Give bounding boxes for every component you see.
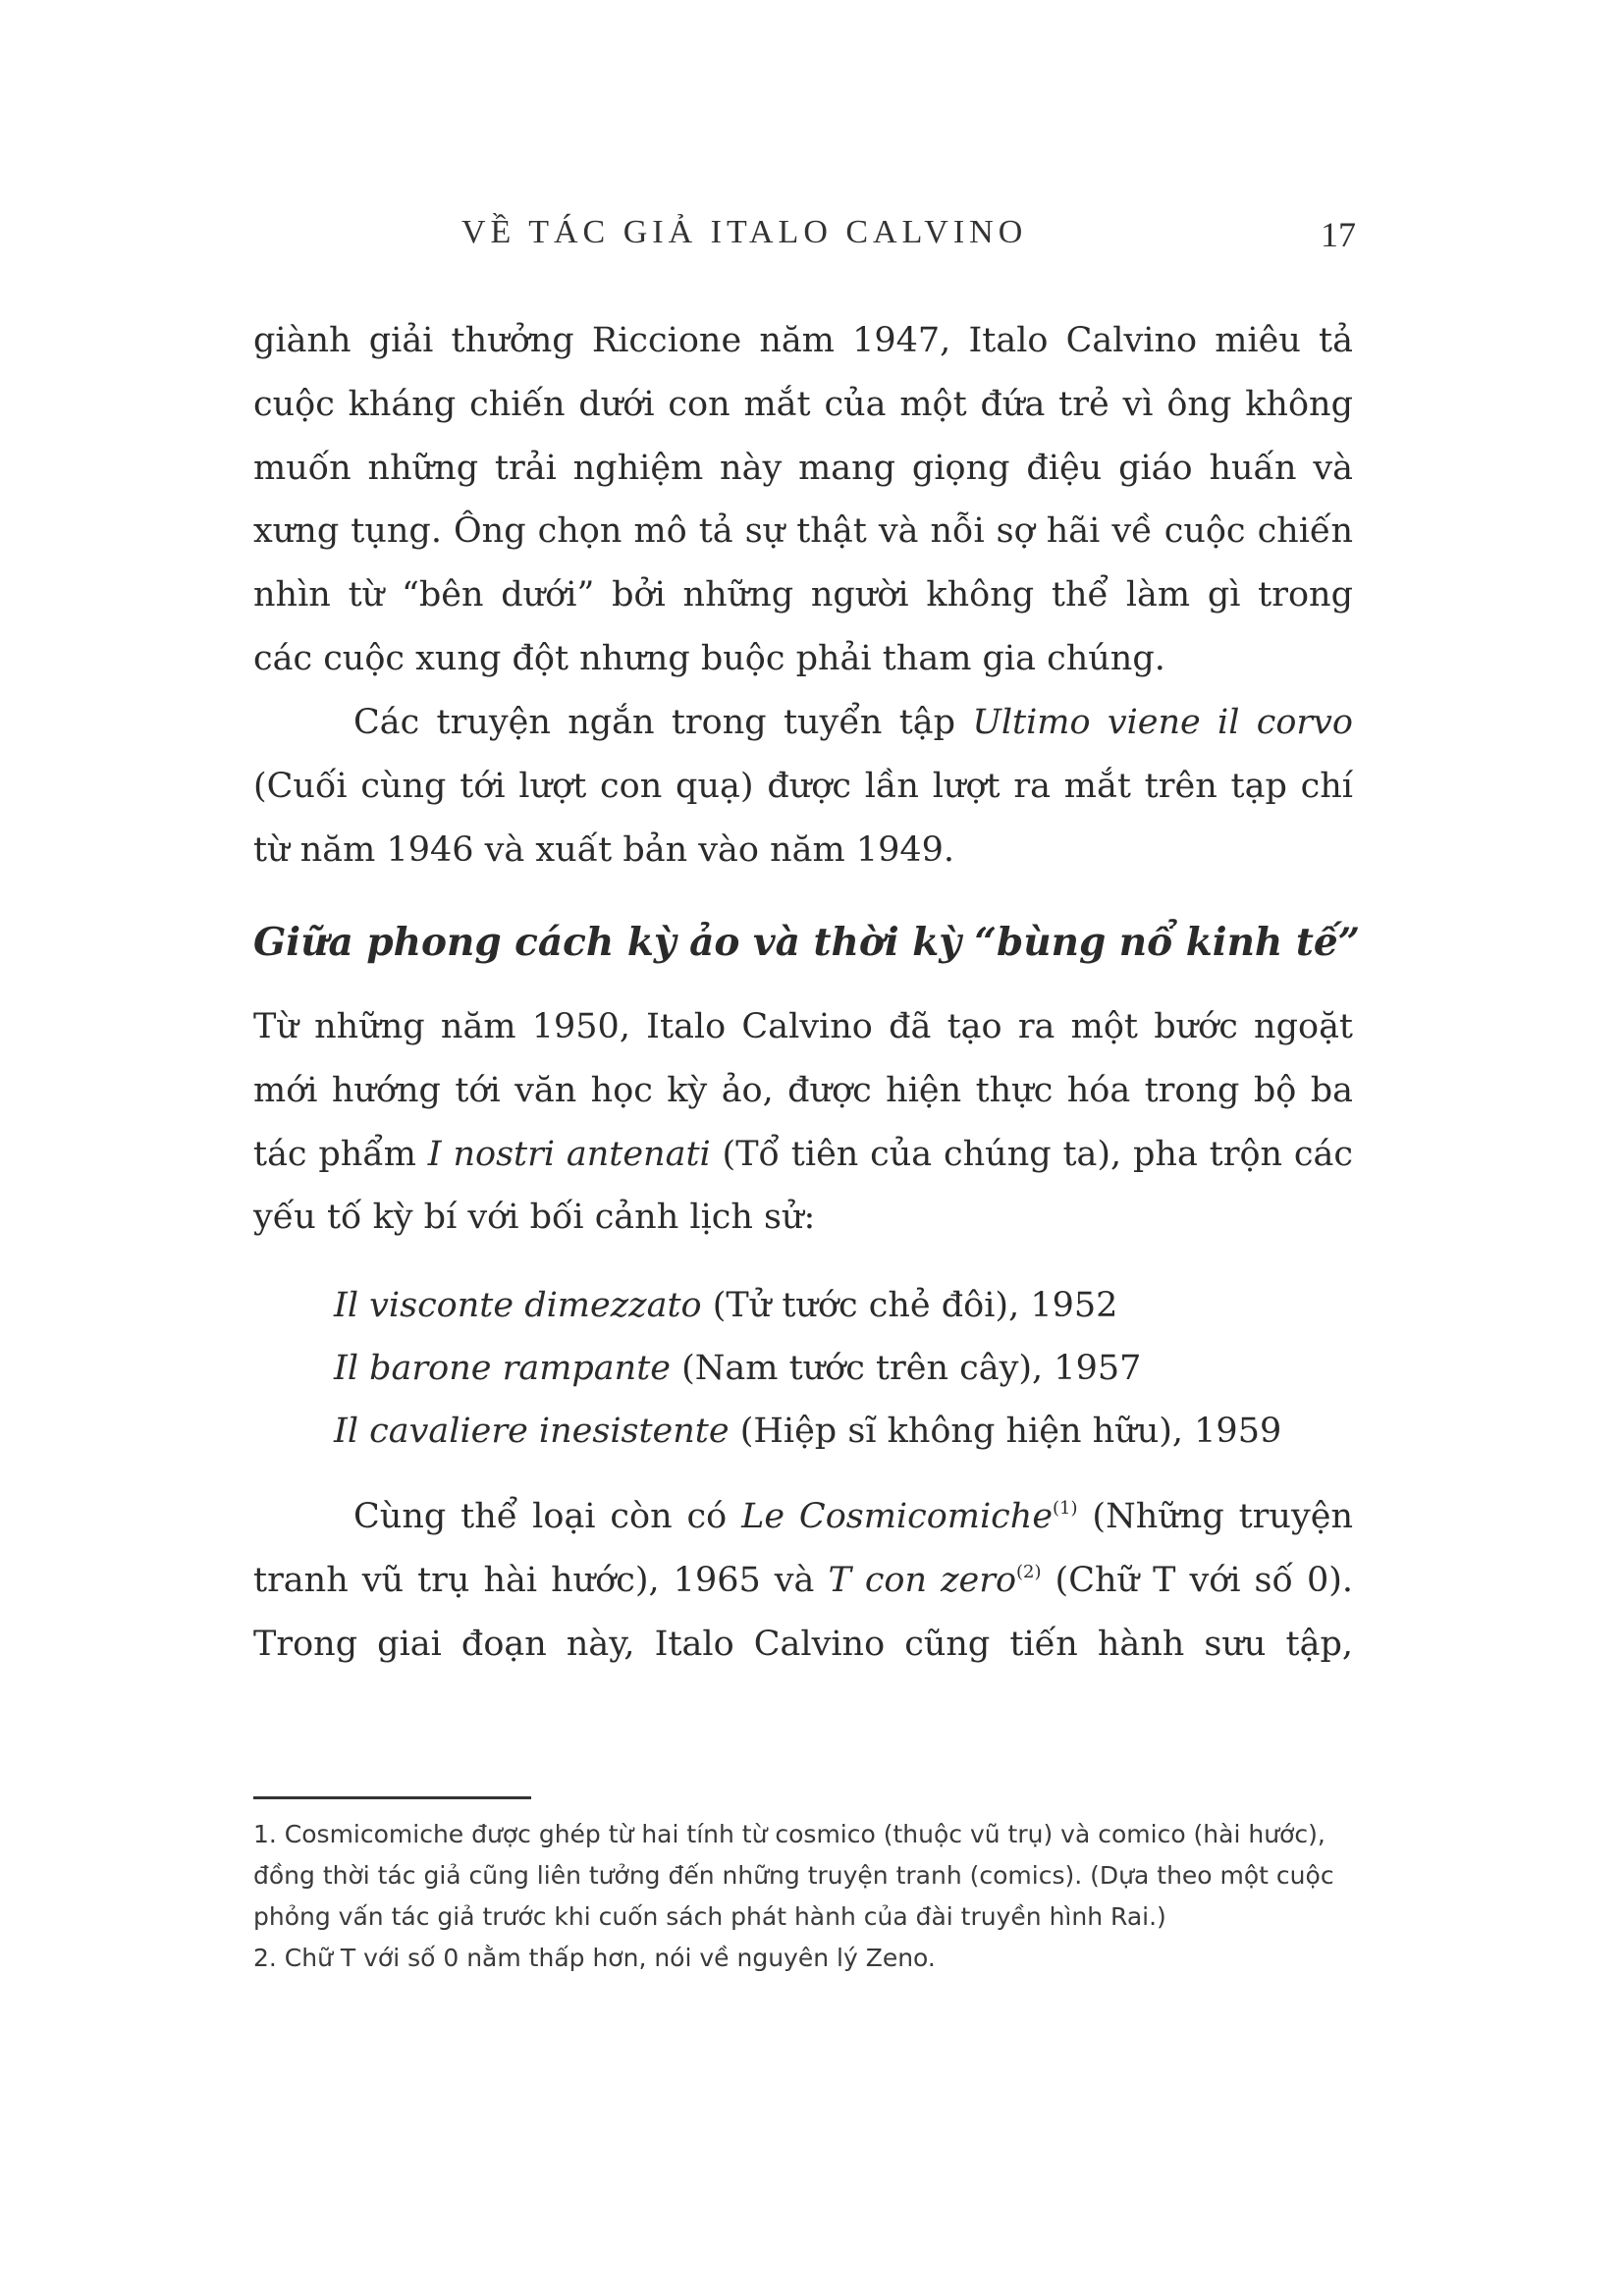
- paragraph-2: [253, 691, 1353, 881]
- footnote-2: 2. Chữ T với số 0 nằm thấp hơn, nói về nguyên lý Zeno.: [253, 1944, 936, 1972]
- text-line: [253, 691, 1353, 755]
- text-line: yếu tố kỳ bí với bối cảnh lịch sử:: [253, 1198, 816, 1238]
- text-run: Các truyện ngắn trong tuyển tập: [353, 703, 973, 742]
- paragraph-3: [253, 995, 1353, 1250]
- text-run: tranh vũ trụ hài hước), 1965 và: [253, 1560, 829, 1600]
- work-detail: (Nam tước trên cây), 1957: [670, 1349, 1142, 1388]
- section-heading: Giữa phong cách kỳ ảo và thời kỳ “bùng nổ kinh tế”: [253, 920, 1361, 965]
- text-line: giành giải thưởng Riccione năm 1947, Italo Calvino miêu tả: [253, 321, 1353, 360]
- text-line: [253, 1123, 1353, 1187]
- book-title: Ultimo viene il corvo: [972, 703, 1353, 742]
- page-number: 17: [1321, 215, 1356, 254]
- text-line: (Cuối cùng tới lượt con quạ) được lần lượt ra mắt trên tạp chí: [253, 766, 1353, 806]
- work-item: [334, 1274, 1281, 1337]
- book-title: T con zero: [828, 1560, 1017, 1600]
- text-line: nhìn từ “bên dưới” bởi những người không thể làm gì trong: [253, 575, 1353, 615]
- text-line: xưng tụng. Ông chọn mô tả sự thật và nỗi sợ hãi về cuộc chiến: [253, 511, 1353, 552]
- text-line: Từ những năm 1950, Italo Calvino đã tạo ra một bước ngoặt: [253, 1007, 1353, 1046]
- work-title: Il visconte dimezzato: [334, 1286, 702, 1325]
- running-header-title: VỀ TÁC GIẢ ITALO CALVINO: [461, 214, 1028, 250]
- text-line: [253, 1485, 1353, 1549]
- footnotes: [253, 1814, 1353, 1979]
- text-run: (Chữ T với số 0).: [1041, 1560, 1353, 1600]
- book-title: Le Cosmicomiche: [741, 1497, 1054, 1536]
- text-line: từ năm 1946 và xuất bản vào năm 1949.: [253, 829, 955, 870]
- work-detail: (Tử tước chẻ đôi), 1952: [701, 1286, 1118, 1325]
- text-line: cuộc kháng chiến dưới con mắt của một đứa trẻ vì ông không: [253, 384, 1353, 424]
- text-run: (Những truyện: [1077, 1497, 1353, 1536]
- footnote-ref-2[interactable]: (2): [1016, 1561, 1042, 1582]
- work-item: [334, 1337, 1281, 1400]
- paragraph-1: [253, 309, 1353, 691]
- works-list: [334, 1274, 1281, 1463]
- text-run: Cùng thể loại còn có: [353, 1497, 742, 1536]
- text-run: (Tổ tiên của chúng ta), pha trộn các: [710, 1134, 1353, 1174]
- work-item: [334, 1400, 1281, 1463]
- text-line: Trong giai đoạn này, Italo Calvino cũng tiến hành sưu tập,: [253, 1624, 1353, 1664]
- text-line: muốn những trải nghiệm này mang giọng điệu giáo huấn và: [253, 448, 1353, 488]
- text-line: các cuộc xung đột nhưng buộc phải tham gia chúng.: [253, 638, 1165, 678]
- footnote-ref-1[interactable]: (1): [1053, 1498, 1078, 1519]
- text-run: tác phẩm: [253, 1134, 428, 1174]
- text-line: mới hướng tới văn học kỳ ảo, được hiện thực hóa trong bộ ba: [253, 1070, 1353, 1110]
- work-title: Il barone rampante: [334, 1349, 671, 1388]
- paragraph-4: [253, 1485, 1353, 1676]
- work-detail: (Hiệp sĩ không hiện hữu), 1959: [729, 1412, 1282, 1451]
- footnote-1: 1. Cosmicomiche được ghép từ hai tính từ cosmico (thuộc vũ trụ) và comico (hài hước), đồng thời tác giả cũng liên tưởng đến những truyện tranh (comics). (Dựa theo một cuộc phỏng vấn tác giả trước khi cuốn sách phát hành của đài truyền hình Rai.): [253, 1820, 1334, 1931]
- work-title: Il cavaliere inesistente: [334, 1412, 730, 1451]
- book-title: I nostri antenati: [427, 1134, 711, 1174]
- footnote-divider: [253, 1796, 531, 1799]
- text-line: [253, 1549, 1353, 1613]
